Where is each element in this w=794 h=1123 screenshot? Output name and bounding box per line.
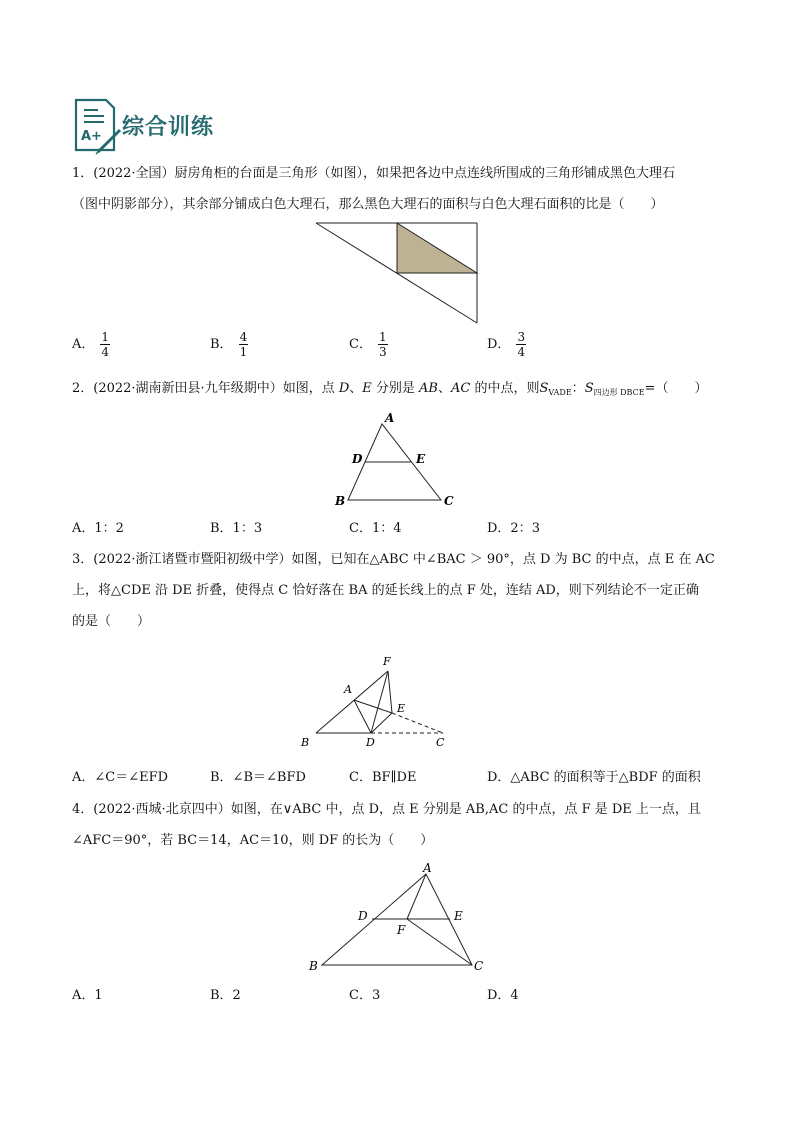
q3-label-b: B (301, 736, 310, 749)
q4-text-line2: ∠AFC＝90°，若 BC＝14，AC＝10，则 DF 的长为（ ） (72, 833, 434, 848)
q2-label-c: C (444, 494, 454, 508)
q3-option-a[interactable]: A．∠C＝∠EFD (72, 770, 169, 785)
q3-text-line1: 3．(2022·浙江诸暨市暨阳初级中学）如图，已知在△ABC 中∠BAC ＞ 90°，点 D 为 BC 的中点，点 E 在 AC (72, 552, 715, 567)
q1-option-c[interactable]: C． $\frac{1}{3}$ (349, 330, 387, 359)
q2-label-d: D (352, 452, 363, 466)
q2-label-a: A (385, 411, 395, 425)
q3-label-e: E (397, 702, 406, 715)
q2-option-d[interactable]: D．2：3 (487, 521, 540, 536)
q3-text-line3: 的是（ ） (72, 614, 151, 629)
q2-label-b: B (335, 494, 346, 508)
q3-label-f: F (383, 655, 391, 668)
q3-line-fe (388, 671, 392, 713)
q4-line-af (407, 874, 426, 919)
q3-line-fd (371, 671, 388, 733)
exam-paper-icon (70, 96, 126, 158)
q4-option-d[interactable]: D．4 (487, 988, 519, 1003)
q1-shaded-triangle (397, 223, 477, 273)
q4-label-e: E (454, 909, 463, 923)
q3-figure (296, 650, 456, 750)
q3-label-c: C (436, 736, 445, 749)
q3-label-a: A (344, 683, 352, 696)
q4-label-a: A (423, 861, 432, 875)
q3-option-b[interactable]: B．∠B＝∠BFD (210, 770, 306, 785)
q4-label-d: D (358, 909, 368, 923)
q4-figure (300, 858, 500, 980)
q1-option-d[interactable]: D． $\frac{3}{4}$ (487, 330, 526, 359)
q1-option-b[interactable]: B． $\frac{4}{1}$ (210, 330, 248, 359)
q2-option-c[interactable]: C．1：4 (349, 521, 402, 536)
q2-label-e: E (416, 452, 426, 466)
q4-option-c[interactable]: C．3 (349, 988, 381, 1003)
q3-option-d[interactable]: D．△ABC 的面积等于△BDF 的面积 (487, 770, 701, 785)
q3-label-d: D (366, 736, 375, 749)
q1-figure (310, 220, 485, 326)
q3-option-c[interactable]: C．BF∥DE (349, 770, 417, 785)
svg-text:A+: A+ (81, 129, 102, 144)
section-title: 综合训练 (122, 115, 215, 140)
q2-figure (330, 408, 465, 512)
q1-text-line2: （图中阴影部分），其余部分铺成白色大理石，那么黑色大理石的面积与白色大理石面积的比是（ ） (72, 197, 664, 212)
q4-option-b[interactable]: B．2 (210, 988, 241, 1003)
q4-label-c: C (474, 959, 484, 973)
q2-option-b[interactable]: B．1：3 (210, 521, 263, 536)
q4-line-fc (407, 919, 472, 965)
q3-line-bf (316, 671, 388, 733)
q3-text-line2: 上，将△CDE 沿 DE 折叠，使得点 C 恰好落在 BA 的延长线上的点 F 处，连结 AD，则下列结论不一定正确 (72, 583, 699, 598)
q1-text-line1: 1．(2022·全国）厨房角柜的台面是三角形（如图），如果把各边中点连线所围成的三角形铺成黑色大理石 (72, 166, 676, 181)
q4-label-b: B (309, 959, 318, 973)
q4-label-f: F (397, 923, 406, 937)
q1-option-a[interactable]: A． $\frac{1}{4}$ (72, 330, 110, 359)
q4-option-a[interactable]: A．1 (72, 988, 103, 1003)
q4-text-line1: 4．(2022·西城·北京四中）如图，在∨ABC 中，点 D，点 E 分别是 AB,AC 的中点，点 F 是 DE 上一点，且 (72, 802, 701, 817)
q2-option-a[interactable]: A．1：2 (72, 521, 124, 536)
q3-line-ec-dashed (392, 713, 443, 733)
q2-text: 2．(2022·湖南新田县·九年级期中）如图，点 D、E 分别是 AB、AC 的中点，则$S_{VADE}$：$S_{四边形 DBCE}=$（ ） (72, 381, 708, 397)
